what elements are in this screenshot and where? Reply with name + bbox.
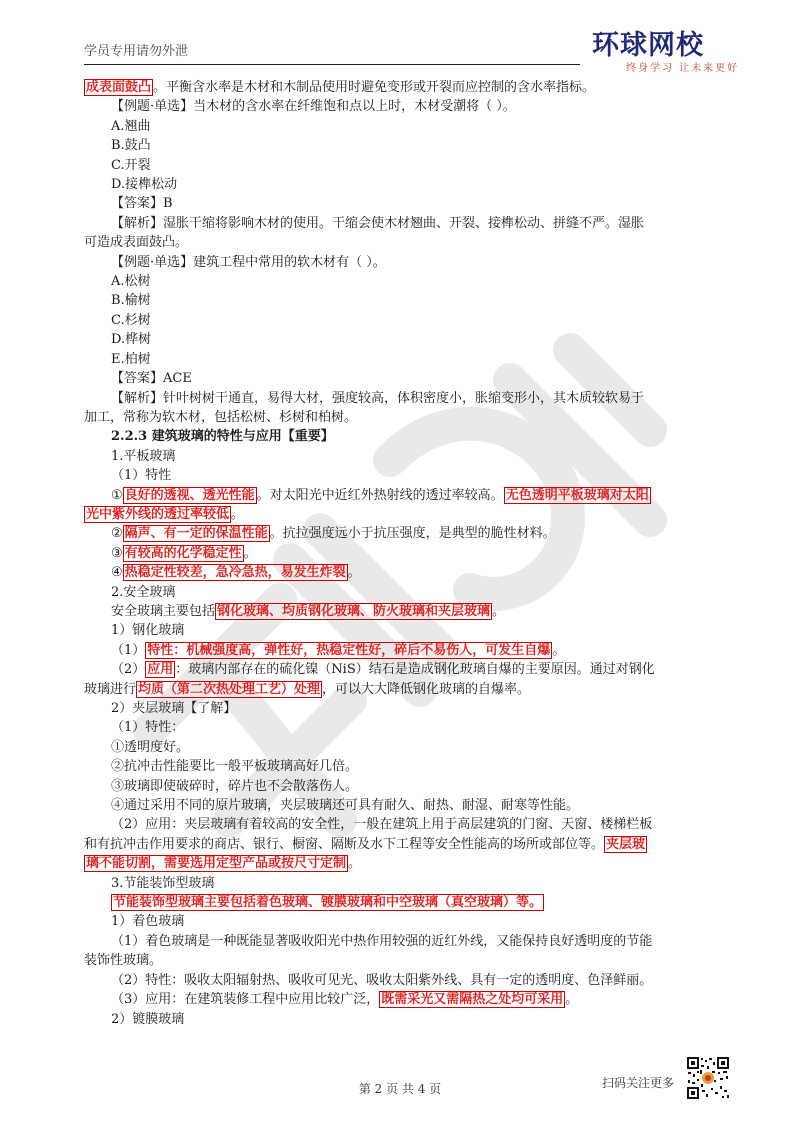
paragraph: 安全玻璃主要包括 钢化玻璃、均质钢化玻璃、防火玻璃和夹层玻璃 。 [111, 603, 506, 619]
page-number: 第 2 页 共 4 页 [358, 1082, 442, 1096]
paragraph: （2）应用：夹层玻璃有着较高的安全性，一般在建筑上用于高层建筑的门窗、天窗、楼梯栏板 [111, 817, 653, 833]
highlight-text: 成表面鼓凸 [86, 80, 152, 95]
logo-slogan: 终身学习 让未来更好 [626, 63, 740, 74]
option-b: B.鼓凸 [111, 138, 151, 154]
option-a: A.翘曲 [111, 118, 151, 134]
answer: 【答案】ACE [111, 371, 192, 387]
highlight-text: 夹层玻 [606, 836, 646, 852]
option-d: D.接榫松动 [111, 177, 178, 193]
document-body [84, 78, 724, 1029]
subsection-heading: 1.平板玻璃 [111, 448, 176, 464]
highlight-text: 光中紫外线的透过率较低 [86, 506, 230, 522]
paragraph-cont: 装饰性玻璃。 [84, 953, 163, 969]
logo-text: 环球网校 [592, 30, 704, 61]
subsection-heading: 3.节能装饰型玻璃 [111, 875, 215, 891]
paragraph: 成表面鼓凸 。平衡含水率是木材和木制品使用时避免变形或开裂而应控制的含水率指标。 [86, 80, 596, 95]
header-rule [84, 64, 580, 65]
analysis: 【解析】湿胀干缩将影响木材的使用。干缩会使木材翘曲、开裂、接榫松动、拼缝不严。湿胀 [111, 215, 645, 231]
list-item: ③玻璃即使破碎时，碎片也不会散落伤人。 [111, 778, 359, 794]
highlight-text: 特性：机械强度高，弹性好，热稳定性好，碎后不易伤人，可发生自爆 [147, 642, 551, 658]
paragraph: （2）特性：吸收太阳辐射热、吸收可见光、吸收太阳紫外线、具有一定的透明度、色泽鲜丽。 [111, 972, 653, 988]
option-c: C.开裂 [111, 157, 151, 173]
option-d: D.桦树 [111, 332, 152, 348]
list-item: ②抗冲击性能要比一般平板玻璃高好几倍。 [111, 759, 359, 775]
subsection-heading: 2.安全玻璃 [111, 584, 176, 600]
feature-item: ② 隔声、有一定的保温性能 。抗拉强度远小于抗压强度，是典型的脆性材料。 [111, 526, 556, 542]
analysis-cont: 加工，常称为软木材，包括松树、杉树和柏树。 [84, 409, 358, 425]
subsection-heading: （1）特性 [111, 468, 172, 484]
paragraph: （1） 特性：机械强度高，弹性好，热稳定性好，碎后不易伤人，可发生自爆 。 [111, 642, 566, 658]
highlight-text: 既需采光又需隔热之处均可采用 [381, 992, 564, 1008]
answer: 【答案】B [111, 196, 173, 212]
option-c: C.杉树 [111, 312, 151, 328]
feature-item: ④ 热稳定性较差，急冷急热，易发生炸裂 。 [111, 565, 361, 581]
subsection-heading: 2）镀膜玻璃 [111, 1011, 185, 1027]
highlight-text: 有较高的化学稳定性 [124, 545, 242, 561]
highlight-text: 均质（第二次热处理工艺）处理 [138, 681, 321, 697]
paragraph: （3）应用：在建筑装修工程中应用比较广泛， 既需采光又需隔热之处均可采用 。 [111, 992, 579, 1008]
highlight-text: 钢化玻璃、均质钢化玻璃、防火玻璃和夹层玻璃 [217, 603, 491, 619]
confidential-notice: 学员专用请勿外泄 [84, 44, 189, 59]
paragraph [84, 893, 724, 912]
paragraph: （2） 应用 ：玻璃内部存在的硫化镍（NiS）结石是造成钢化玻璃自爆的主要原因。通过对钢化 [111, 662, 655, 678]
analysis-cont: 可造成表面鼓凸。 [84, 235, 189, 251]
subsection-heading: 2）夹层玻璃【了解】 [111, 701, 237, 716]
highlight-text: 良好的透视、透光性能 [124, 487, 255, 503]
subsection-heading: 1）着色玻璃 [111, 914, 185, 930]
highlight-text: 热稳定性较差，急冷急热，易发生炸裂 [124, 565, 346, 581]
example-question: 【例题·单选】建筑工程中常用的软木材有（ ）。 [111, 254, 386, 270]
scan-prompt: 扫码关注更多 [602, 1076, 675, 1090]
paragraph: （1）着色玻璃是一种既能显著吸收阳光中热作用较强的近红外线，又能保持良好透明度的节能 [111, 933, 653, 949]
paragraph: （1）特性： [111, 720, 185, 736]
feature-item: ① 良好的透视、透光性能 。对太阳光中近红外热射线的透过率较高。 无色透明平板玻璃对太阳 [111, 487, 649, 503]
feature-item: ③ 有较高的化学稳定性 。 [111, 545, 257, 561]
analysis: 【解析】针叶树树干通直，易得大材，强度较高，体积密度小，胀缩变形小，其木质较软易于 [111, 390, 645, 406]
paragraph-cont: 璃不能切割，需要选用定型产品或按尺寸定制 。 [86, 856, 362, 872]
highlight-text: 节能装饰型玻璃主要包括着色玻璃、镀膜玻璃和中空玻璃（真空玻璃）等。 [113, 895, 543, 911]
example-question: 【例题·单选】当木材的含水率在纤维饱和点以上时，木材受潮将（ ）。 [111, 99, 516, 115]
list-item: ①透明度好。 [111, 739, 190, 755]
section-heading: 2.2.3 建筑玻璃的特性与应用【重要】 [111, 429, 334, 445]
option-b: B.榆树 [111, 293, 151, 309]
feature-item-cont: 光中紫外线的透过率较低 。 [86, 506, 245, 522]
paragraph-cont: 和有抗冲击作用要求的商店、银行、橱窗、隔断及水下工程等安全性能高的场所或部位等。 夹层玻 [84, 836, 646, 852]
option-e: E.柏树 [111, 351, 151, 367]
highlight-text: 无色透明平板玻璃对太阳 [505, 487, 649, 503]
list-item: ④通过采用不同的原片玻璃，夹层玻璃还可具有耐久、耐热、耐湿、耐寒等性能。 [111, 798, 580, 814]
subsection-heading: 1）钢化玻璃 [111, 623, 185, 639]
highlight-text: 璃不能切割，需要选用定型产品或按尺寸定制 [86, 856, 347, 872]
option-a: A.松树 [111, 274, 151, 290]
highlight-text: 应用 [147, 662, 174, 678]
qr-code-icon[interactable] [686, 1056, 730, 1100]
highlight-text: 隔声、有一定的保温性能 [124, 526, 268, 542]
paragraph-cont: 玻璃进行 均质（第二次热处理工艺）处理 ，可以大大降低钢化玻璃的自爆率。 [84, 681, 531, 697]
